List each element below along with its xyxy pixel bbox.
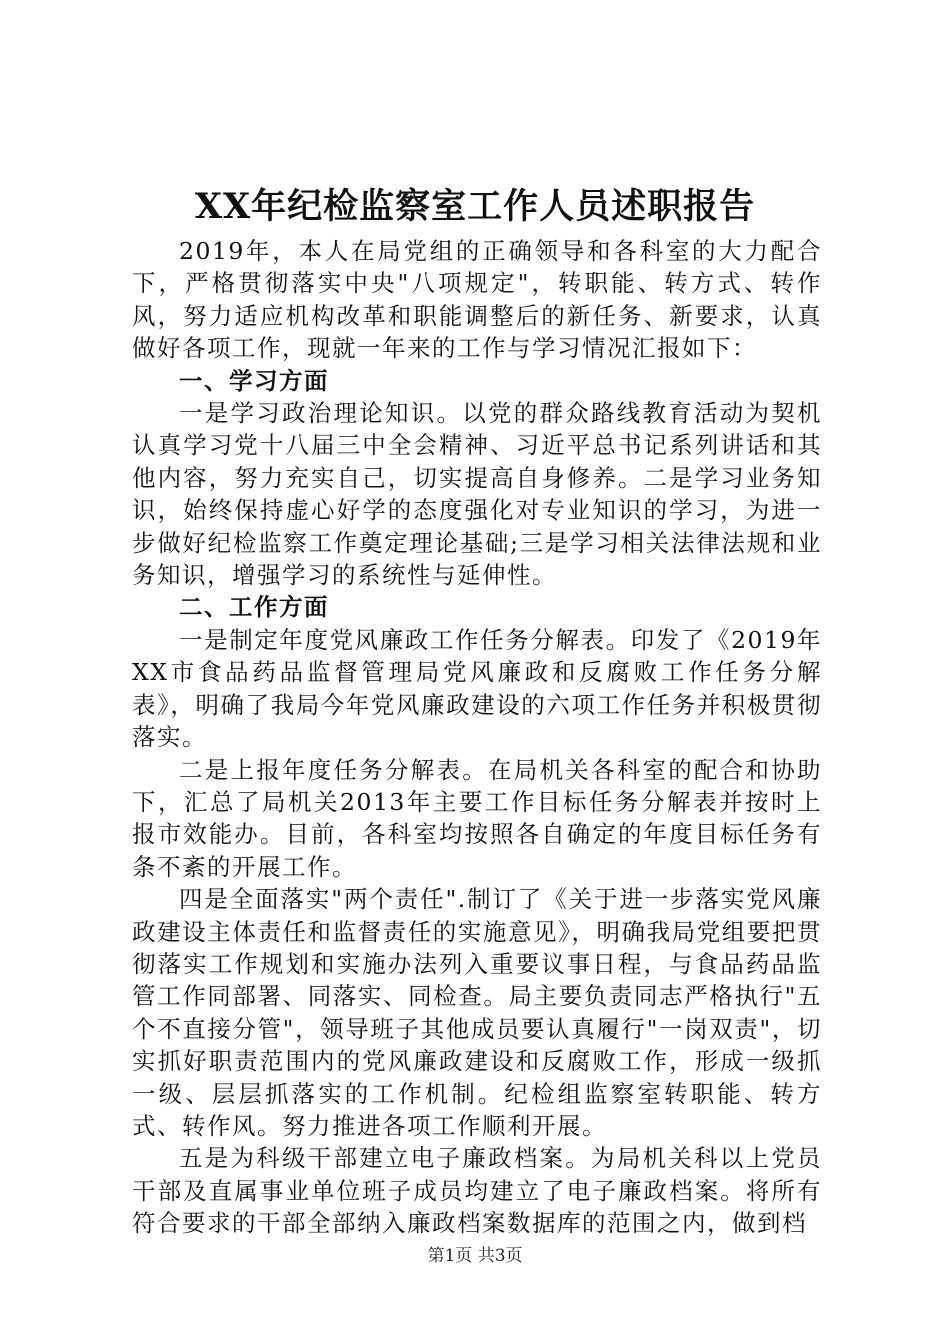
work-paragraph-1: 一是制定年度党风廉政工作任务分解表。印发了《2019年XX市食品药品监督管理局党风廉政和反腐败工作任务分解表》，明确了我局今年党风廉政建设的六项工作任务并积极贯彻落实。 <box>132 625 822 752</box>
document-title: XX年纪检监察室工作人员述职报告 <box>194 186 756 227</box>
page-footer: 第1页 共3页 <box>427 1246 523 1266</box>
document-body <box>132 235 822 1240</box>
intro-paragraph: 2019年，本人在局党组的正确领导和各科室的大力配合下，严格贯彻落实中央"八项规定"，转职能、转方式、转作风，努力适应机构改革和职能调整后的新任务、新要求，认真做好各项工作，现就一年来的工作与学习情况汇报如下： <box>132 237 822 363</box>
study-paragraph: 一是学习政治理论知识。以党的群众路线教育活动为契机认真学习党十八届三中全会精神、习近平总书记系列讲话和其他内容，努力充实自己，切实提高自身修养。二是学习业务知识，始终保持虚心好学的态度强化对专业知识的学习，为进一步做好纪检监察工作奠定理论基础;三是学习相关法律法规和业务知识，增强学习的系统性与延伸性。 <box>132 399 822 590</box>
work-paragraph-5: 五是为科级干部建立电子廉政档案。为局机关科以上党员干部及直属事业单位班子成员均建立了电子廉政档案。将所有符合要求的干部全部纳入廉政档案数据库的范围之内，做到档 <box>132 1144 822 1238</box>
work-paragraph-4: 四是全面落实"两个责任".制订了《关于进一步落实党风廉政建设主体责任和监督责任的实施意见》，明确我局党组要把贯彻落实工作规划和实施办法列入重要议事日程，与食品药品监管工作同部署、同落实、同检查。局主要负责同志严格执行"五个不直接分管"，领导班子其他成员要认真履行"一岗双责"，切实抓好职责范围内的党风廉政建设和反腐败工作，形成一级抓一级、层层抓落实的工作机制。纪检组监察室转职能、转方式、转作风。努力推进各项工作顺利开展。 <box>132 885 822 1140</box>
section-heading-study: 一、学习方面 <box>179 366 329 395</box>
work-paragraph-2: 二是上报年度任务分解表。在局机关各科室的配合和协助下，汇总了局机关2013年主要工作目标任务分解表并按时上报市效能办。目前，各科室均按照各自确定的年度目标任务有条不紊的开展工作。 <box>132 755 822 881</box>
section-heading-work: 二、工作方面 <box>179 593 329 622</box>
